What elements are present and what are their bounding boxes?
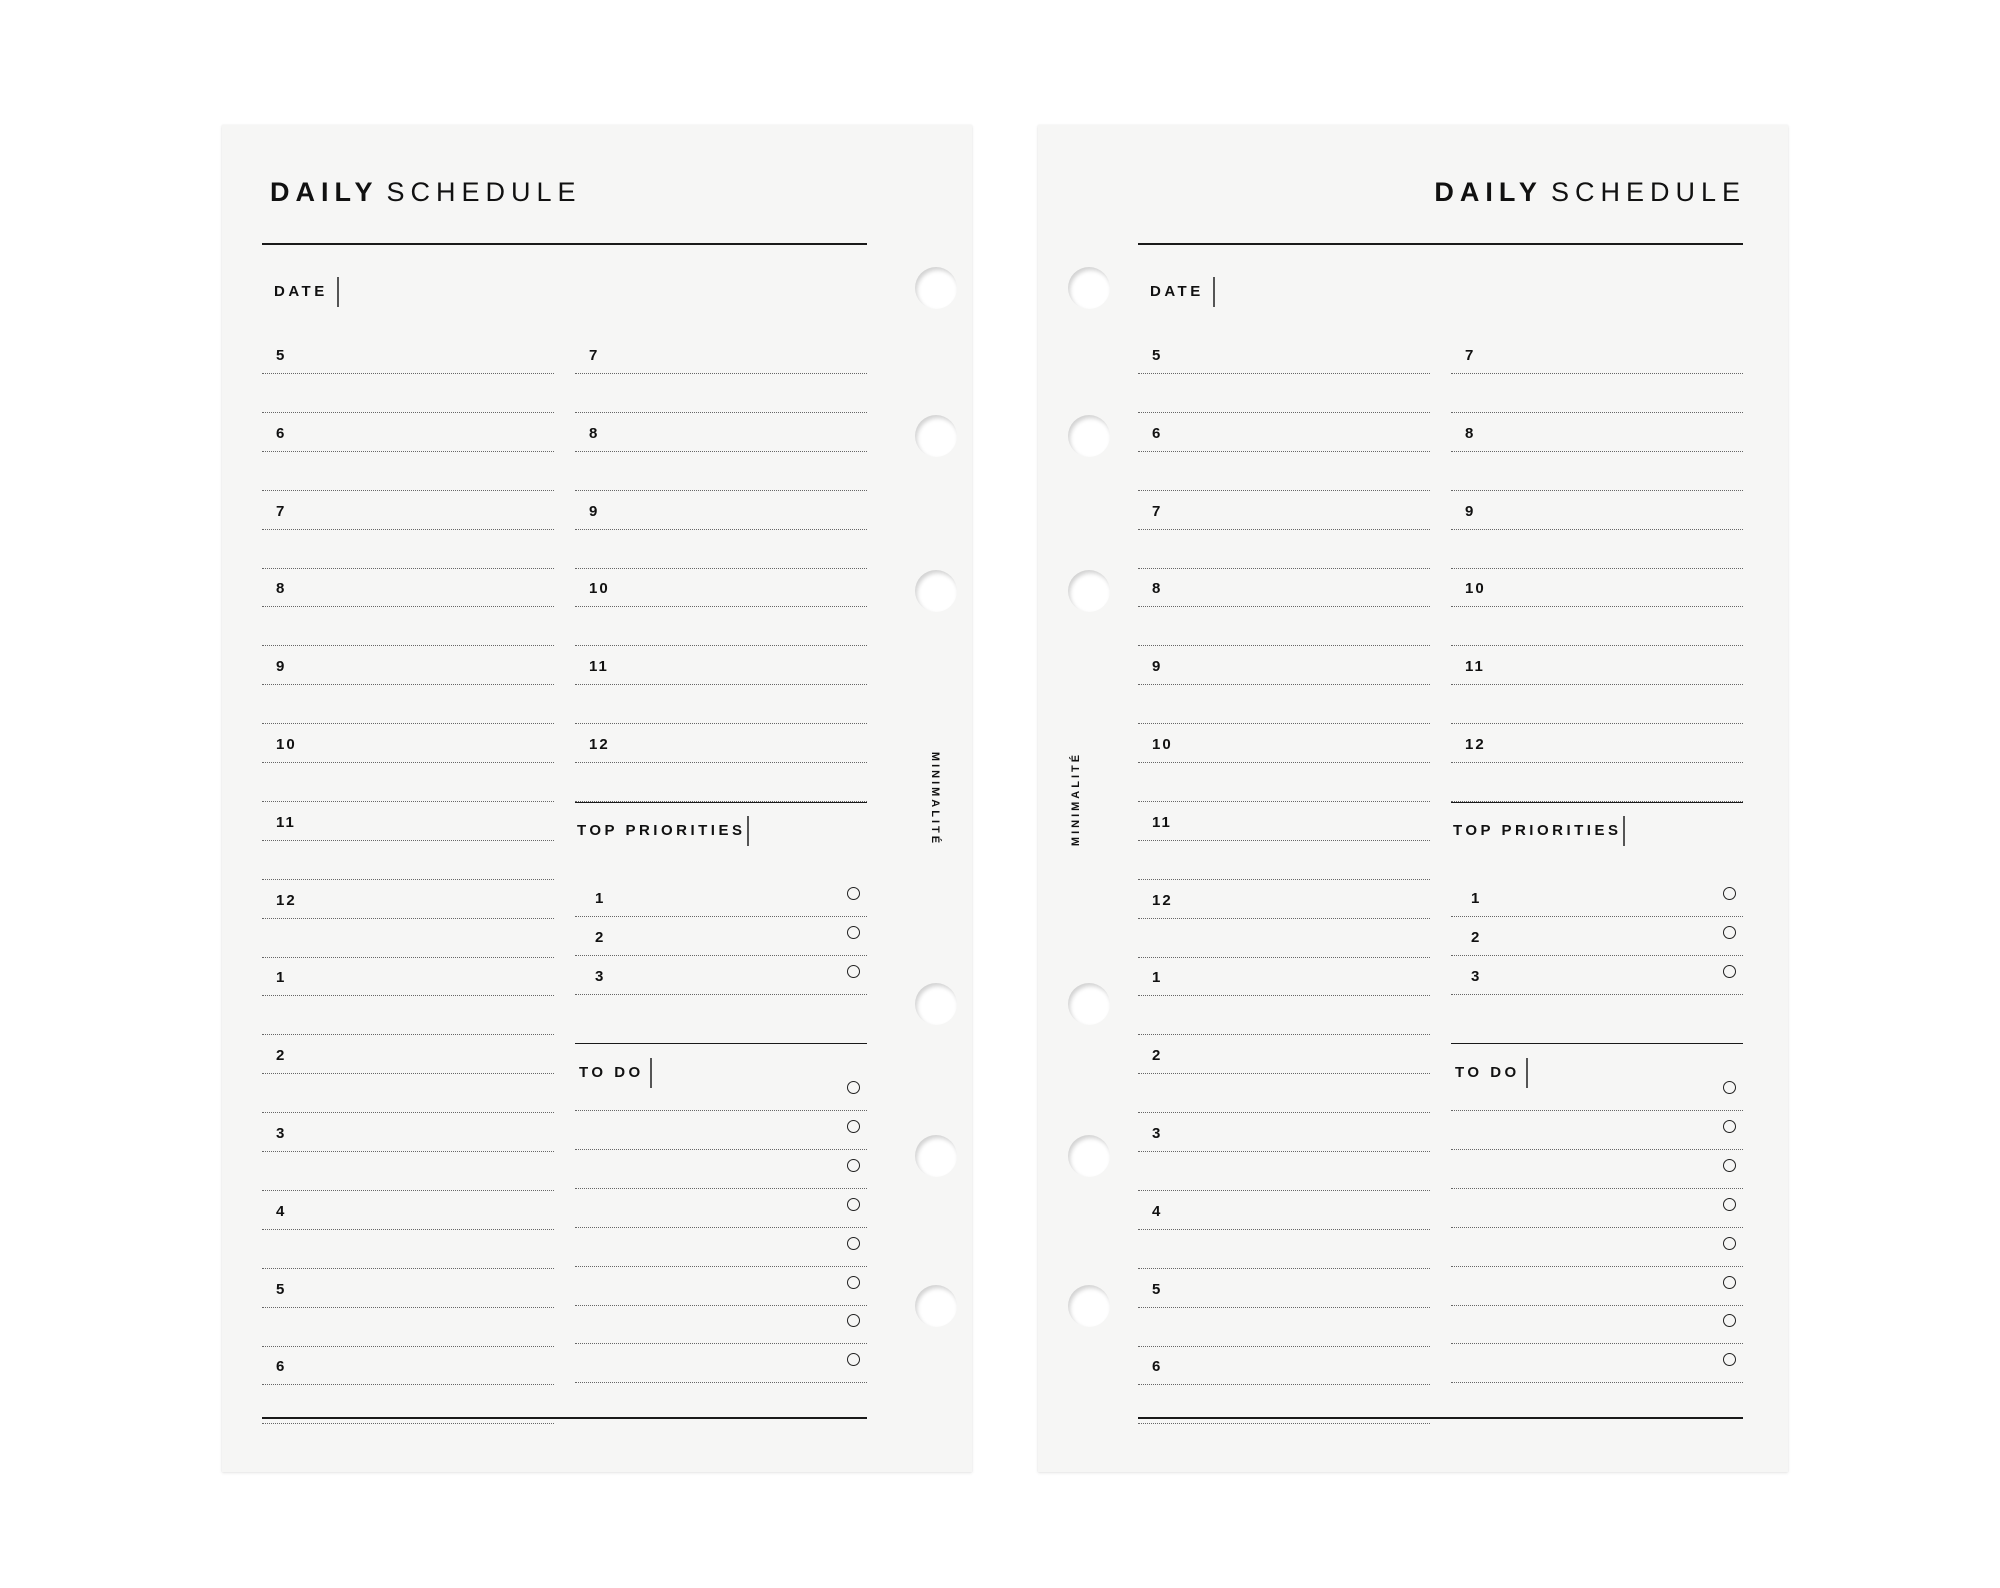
schedule-line [262,451,554,452]
priority-line [575,916,867,917]
schedule-line [575,684,867,685]
schedule-line [575,723,867,724]
priority-number: 2 [595,928,606,946]
schedule-line [1138,373,1430,374]
hour-label: 12 [276,891,297,909]
binder-hole [1068,1135,1110,1177]
hour-label: 1 [1152,969,1163,987]
schedule-line [1138,1346,1430,1347]
priority-line [1451,955,1743,956]
checkbox-icon[interactable] [847,1353,860,1366]
footer-rule [262,1417,867,1419]
schedule-line [1451,373,1743,374]
hour-label: 11 [589,658,609,676]
schedule-line [262,1073,554,1074]
date-label: DATE [1150,283,1204,300]
schedule-line [575,645,867,646]
binder-hole [1068,983,1110,1025]
hour-label: 9 [1152,658,1163,676]
schedule-line [575,762,867,763]
schedule-line [262,995,554,996]
schedule-line [575,490,867,491]
todo-line [575,1110,867,1111]
schedule-line [1138,723,1430,724]
todo-line [1451,1227,1743,1228]
binder-hole [1068,570,1110,612]
todo-line [1451,1305,1743,1306]
hour-label: 7 [1152,502,1163,520]
schedule-line [1138,412,1430,413]
planner-page-left [222,125,972,1472]
priorities-divider [1623,816,1625,846]
todo-line [1451,1343,1743,1344]
priorities-divider [747,816,749,846]
hour-label: 5 [276,1280,287,1298]
hour-label: 9 [589,502,600,520]
priority-number: 1 [1471,890,1482,907]
priority-number: 3 [595,967,606,985]
schedule-line [1138,957,1430,958]
schedule-line [1138,684,1430,685]
priority-number: 1 [595,890,606,907]
schedule-line [262,801,554,802]
schedule-line [262,1034,554,1035]
header-rule [262,243,867,245]
schedule-line [1138,762,1430,763]
schedule-line [1138,529,1430,530]
todo-line [575,1149,867,1150]
binder-hole [915,267,957,309]
todo-line [575,1266,867,1267]
checkbox-icon[interactable] [847,965,860,978]
page-title [270,177,582,208]
schedule-line [575,606,867,607]
schedule-line [1138,840,1430,841]
schedule-line [575,412,867,413]
hour-label: 6 [1152,1358,1163,1376]
priority-line [575,994,867,995]
schedule-line [575,529,867,530]
schedule-line [262,568,554,569]
schedule-line [262,412,554,413]
schedule-line [1138,879,1430,880]
title-bold: DAILY [270,177,379,207]
priority-line [1451,916,1743,917]
schedule-line [262,1190,554,1191]
schedule-line [262,684,554,685]
brand-mark: MINIMALITÉ [1070,751,1083,847]
schedule-line [262,1384,554,1385]
binder-hole [915,983,957,1025]
schedule-line [262,606,554,607]
todo-rule [1451,1043,1743,1045]
checkbox-icon[interactable] [1723,1159,1736,1172]
checkbox-icon[interactable] [1723,1314,1736,1327]
hour-label: 12 [589,736,610,753]
hour-label: 10 [1465,580,1486,598]
footer-rule [1138,1417,1743,1419]
schedule-line [1451,645,1743,646]
hour-label: 7 [1465,347,1476,364]
todo-divider [650,1058,652,1088]
hour-label: 10 [276,736,297,753]
todo-divider [1526,1058,1528,1088]
hour-label: 11 [1465,658,1485,676]
schedule-line [262,490,554,491]
hour-label: 8 [589,424,600,442]
binder-hole [915,1285,957,1327]
hour-label: 2 [1152,1047,1163,1065]
checkbox-icon[interactable] [847,1198,860,1211]
schedule-line [262,1307,554,1308]
todo-line [575,1382,867,1383]
binder-hole [915,1135,957,1177]
hour-label: 12 [1465,736,1486,753]
title-light: SCHEDULE [386,177,582,207]
schedule-line [1138,801,1430,802]
header-rule [1138,243,1743,245]
todo-line [1451,1382,1743,1383]
checkbox-icon[interactable] [1723,1237,1736,1250]
checkbox-icon[interactable] [1723,887,1736,900]
schedule-line [1451,606,1743,607]
todo-rule [575,1043,867,1045]
hour-label: 5 [276,347,287,364]
priority-number: 3 [1471,967,1482,985]
priority-line [1451,994,1743,995]
schedule-line [1138,1112,1430,1113]
schedule-line [1138,1151,1430,1152]
schedule-line [262,1151,554,1152]
todo-line [575,1188,867,1189]
hour-label: 3 [276,1125,287,1142]
todo-label: TO DO [1455,1063,1520,1081]
priorities-rule [1451,802,1743,804]
hour-label: 7 [589,347,600,364]
checkbox-icon[interactable] [1723,1081,1736,1094]
checkbox-icon[interactable] [847,1120,860,1133]
schedule-line [1138,1423,1430,1424]
schedule-line [1451,568,1743,569]
priorities-rule [575,802,867,804]
schedule-line [1138,490,1430,491]
schedule-line [1451,451,1743,452]
todo-label: TO DO [579,1063,644,1081]
hour-label: 9 [1465,502,1476,520]
binder-hole [1068,1285,1110,1327]
todo-line [575,1305,867,1306]
hour-label: 12 [1152,891,1173,909]
schedule-line [1451,412,1743,413]
schedule-line [1451,529,1743,530]
hour-label: 5 [1152,1280,1163,1298]
page-title [1434,177,1746,208]
schedule-line [262,918,554,919]
hour-label: 9 [276,658,287,676]
todo-line [1451,1110,1743,1111]
hour-label: 7 [276,502,287,520]
hour-label: 4 [276,1202,287,1220]
checkbox-icon[interactable] [847,1314,860,1327]
schedule-line [1138,568,1430,569]
schedule-line [1138,1229,1430,1230]
binder-hole [1068,415,1110,457]
checkbox-icon[interactable] [1723,1198,1736,1211]
schedule-line [262,645,554,646]
schedule-line [1138,1073,1430,1074]
title-light: SCHEDULE [1550,177,1746,207]
todo-line [1451,1149,1743,1150]
checkbox-icon[interactable] [1723,1353,1736,1366]
schedule-line [575,373,867,374]
schedule-line [1138,606,1430,607]
schedule-line [1138,1268,1430,1269]
schedule-line [1138,645,1430,646]
schedule-line [1138,451,1430,452]
checkbox-icon[interactable] [1723,1276,1736,1289]
binder-hole [1068,267,1110,309]
date-field-divider [1213,277,1215,307]
hour-label: 6 [1152,424,1163,442]
checkbox-icon[interactable] [1723,926,1736,939]
schedule-line [1138,1384,1430,1385]
hour-label: 8 [1465,424,1476,442]
schedule-line [262,957,554,958]
schedule-line [262,762,554,763]
schedule-line [262,840,554,841]
binder-hole [915,415,957,457]
hour-label: 8 [1152,580,1163,598]
hour-label: 6 [276,424,287,442]
schedule-line [575,568,867,569]
hour-label: 10 [1152,736,1173,753]
schedule-line [1138,1307,1430,1308]
schedule-line [1138,918,1430,919]
date-label: DATE [274,283,328,300]
date-field-divider [337,277,339,307]
hour-label: 2 [276,1047,287,1065]
schedule-line [1138,995,1430,996]
hour-label: 1 [276,969,287,987]
checkbox-icon[interactable] [847,1276,860,1289]
priority-number: 2 [1471,928,1482,946]
hour-label: 3 [1152,1125,1163,1142]
schedule-line [1451,762,1743,763]
todo-line [575,1343,867,1344]
checkbox-icon[interactable] [847,1159,860,1172]
hour-label: 11 [276,813,296,831]
top-priorities-label: TOP PRIORITIES [577,821,746,839]
checkbox-icon[interactable] [1723,965,1736,978]
schedule-line [1138,1190,1430,1191]
checkbox-icon[interactable] [847,1081,860,1094]
todo-line [1451,1266,1743,1267]
schedule-line [262,1423,554,1424]
schedule-line [1451,684,1743,685]
hour-label: 11 [1152,813,1172,831]
title-bold: DAILY [1434,177,1543,207]
schedule-line [1138,1034,1430,1035]
checkbox-icon[interactable] [847,887,860,900]
planner-page-right [1038,125,1788,1472]
todo-line [575,1227,867,1228]
schedule-line [262,723,554,724]
hour-label: 4 [1152,1202,1163,1220]
schedule-line [1451,723,1743,724]
hour-label: 5 [1152,347,1163,364]
top-priorities-label: TOP PRIORITIES [1453,821,1622,839]
schedule-line [262,1268,554,1269]
schedule-line [262,1346,554,1347]
checkbox-icon[interactable] [847,926,860,939]
hour-label: 8 [276,580,287,598]
schedule-line [1451,490,1743,491]
brand-mark: MINIMALITÉ [929,751,942,847]
checkbox-icon[interactable] [847,1237,860,1250]
priority-line [575,955,867,956]
binder-hole [915,570,957,612]
hour-label: 10 [589,580,610,598]
schedule-line [262,373,554,374]
schedule-line [262,529,554,530]
schedule-line [575,451,867,452]
schedule-line [262,1112,554,1113]
hour-label: 6 [276,1358,287,1376]
schedule-line [262,1229,554,1230]
checkbox-icon[interactable] [1723,1120,1736,1133]
schedule-line [262,879,554,880]
todo-line [1451,1188,1743,1189]
